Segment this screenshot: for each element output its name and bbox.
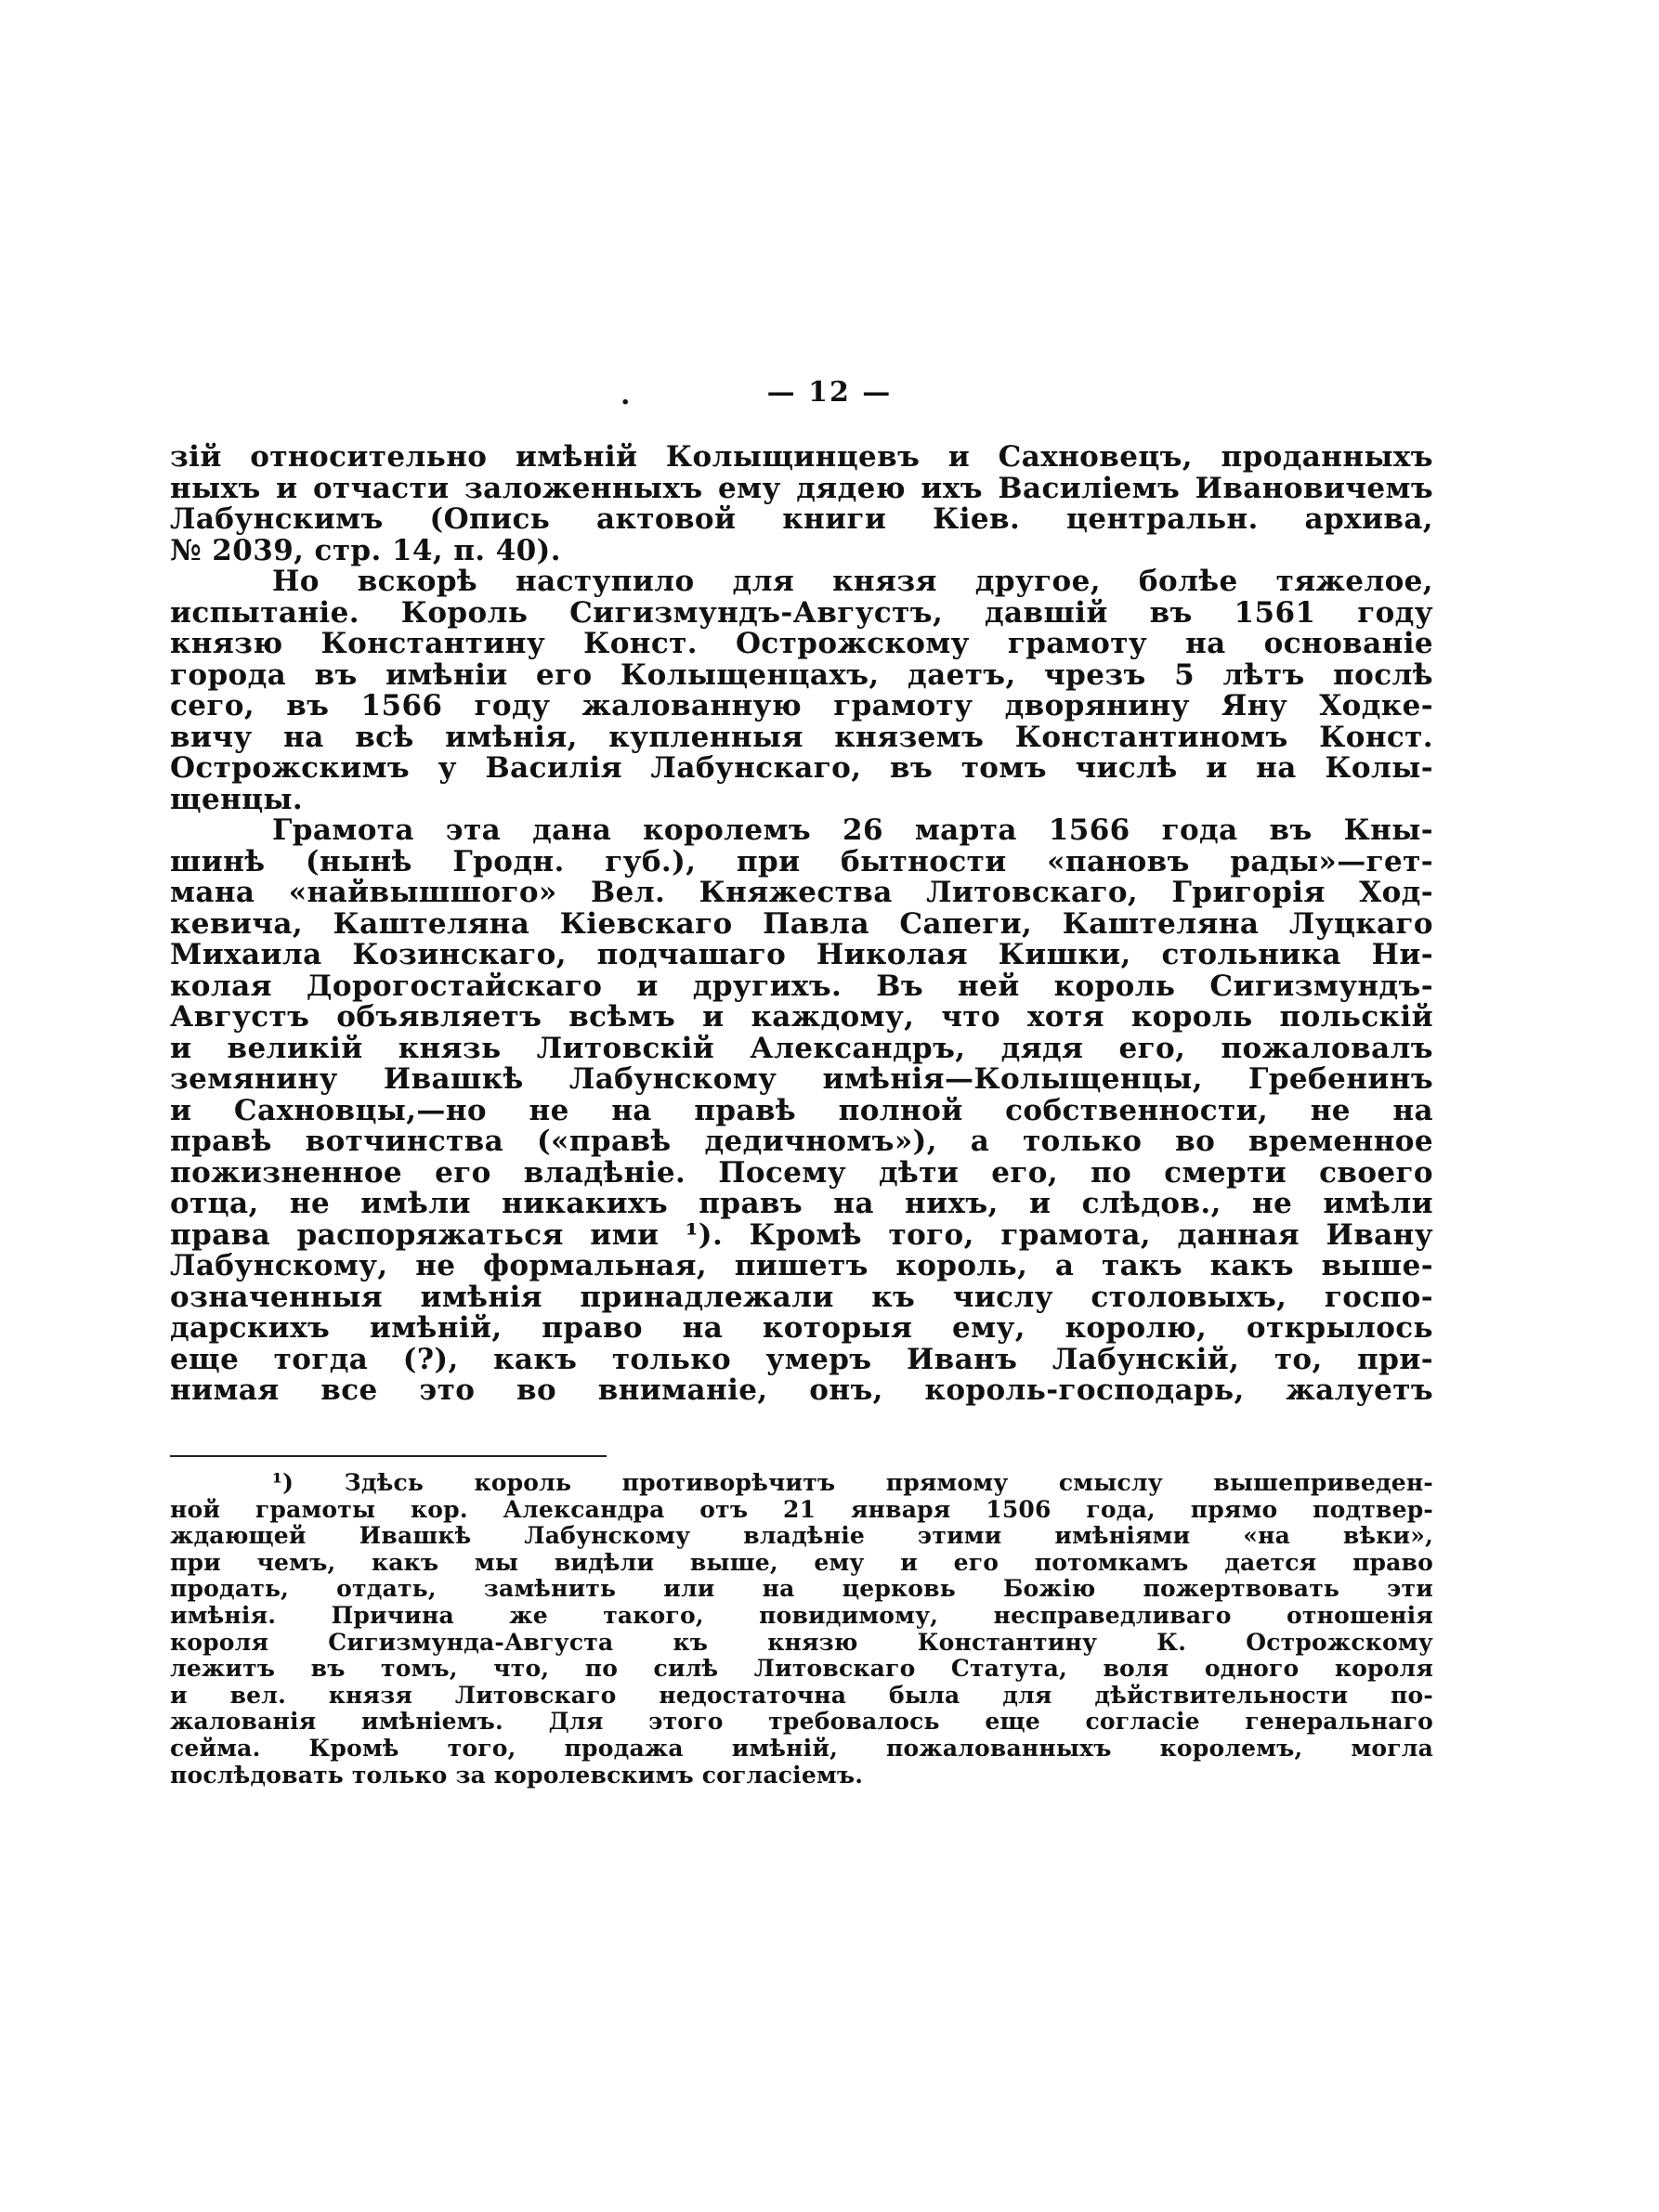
footnote-line: ной грамоты кор. Александра отъ 21 января 1506 года, прямо подтвер-	[170, 1495, 1433, 1523]
text-line: означенныя имѣнія принадлежали къ числу столовыхъ, госпо-	[170, 1280, 1433, 1314]
text-line: ныхъ и отчасти заложенныхъ ему дядею ихъ Василіемъ Ивановичемъ	[170, 471, 1433, 505]
text-line: Михаила Козинскаго, подчашаго Николая Кишки, стольника Ни-	[170, 938, 1433, 971]
footnote-line: ждающей Ивашкѣ Лабунскому владѣніе этими имѣніями «на вѣки»,	[170, 1522, 1433, 1550]
text-line: № 2039, стр. 14, п. 40).	[170, 533, 561, 567]
text-line: Грамота эта дана королемъ 26 марта 1566 года въ Кны-	[272, 813, 1433, 847]
text-line: мана «найвышшого» Вел. Княжества Литовскаго, Григорія Ход-	[170, 876, 1433, 909]
footnote-line: сейма. Кромѣ того, продажа имѣній, пожалованныхъ королемъ, могла	[170, 1734, 1433, 1762]
page-number: — 12 —	[766, 376, 893, 409]
footnote-line: короля Сигизмунда-Августа къ князю Константину К. Острожскому	[170, 1628, 1433, 1656]
text-line: Но вскорѣ наступило для князя другое, болѣе тяжелое,	[272, 565, 1433, 598]
text-line: права распоряжаться ими ¹). Кромѣ того, грамота, данная Ивану	[170, 1217, 1433, 1252]
text-line: города въ имѣніи его Колыщенцахъ, даетъ, чрезъ 5 лѣтъ послѣ	[170, 657, 1433, 692]
text-line: колая Дорогостайскаго и другихъ. Въ ней король Сигизмундъ-	[170, 969, 1433, 1003]
text-line: зій относительно имѣній Колыщинцевъ и Сахновецъ, проданныхъ	[170, 440, 1433, 474]
footnote-line: продать, отдать, замѣнить или на церковь Божію пожертвовать эти	[170, 1575, 1433, 1603]
footnote-block	[170, 1470, 1433, 1789]
text-line: земянину Ивашкѣ Лабунскому имѣнія—Колыщенцы, Гребенинъ	[170, 1062, 1433, 1096]
text-line: щенцы.	[170, 782, 304, 816]
text-line: сего, въ 1566 году жалованную грамоту дворянину Яну Ходке-	[170, 689, 1433, 722]
text-line: дарскихъ имѣній, право на которыя ему, королю, открылось	[170, 1311, 1433, 1345]
footnote-line: при чемъ, какъ мы видѣли выше, ему и его потомкамъ дается право	[170, 1548, 1433, 1576]
text-line: шинѣ (нынѣ Гродн. губ.), при бытности «пановъ рады»—гет-	[170, 844, 1433, 878]
text-line: и Сахновцы,—но не на правѣ полной собственности, не на	[170, 1093, 1433, 1127]
footnote-line: имѣнія. Причина же такого, повидимому, несправедливаго отношенія	[170, 1601, 1433, 1629]
text-line: пожизненное его владѣніе. Посему дѣти его, по смерти своего	[170, 1155, 1433, 1190]
text-line: вичу на всѣ имѣнія, купленныя княземъ Константиномъ Конст.	[170, 720, 1433, 754]
text-line: Августъ объявляетъ всѣмъ и каждому, что хотя король польскій	[170, 1000, 1433, 1034]
text-line: Лабунскому, не формальная, пишетъ король, а такъ какъ выше-	[170, 1249, 1433, 1282]
footnote-line: ¹) Здѣсь король противорѣчитъ прямому смыслу вышеприведен-	[272, 1469, 1433, 1496]
text-line: Лабунскимъ (Опись актовой книги Кіев. центральн. архива,	[170, 502, 1433, 536]
text-line: князю Константину Конст. Острожскому грамоту на основаніе	[170, 627, 1433, 660]
footnote-line: жалованія имѣніемъ. Для этого требовалось еще согласіе генеральнаго	[170, 1708, 1433, 1736]
text-line: Острожскимъ у Василія Лабунскаго, въ томъ числѣ и на Колы-	[170, 751, 1433, 785]
text-line: испытаніе. Король Сигизмундъ-Августъ, давшій въ 1561 году	[170, 595, 1433, 630]
text-line: кевича, Каштеляна Кіевскаго Павла Сапеги, Каштеляна Луцкаго	[170, 906, 1433, 941]
text-line: правѣ вотчинства («правѣ дедичномъ»), а только во временное	[170, 1125, 1433, 1158]
footnote-line: лежитъ въ томъ, что, по силѣ Литовскаго Статута, воля одного короля	[170, 1655, 1433, 1683]
page-mark: .	[620, 379, 631, 411]
text-line: отца, не имѣли никакихъ правъ на нихъ, и слѣдов., не имѣли	[170, 1187, 1433, 1220]
footnote-line: послѣдовать только за королевскимъ согласіемъ.	[170, 1761, 864, 1789]
main-text	[170, 442, 1433, 1407]
footnote-line: и вел. князя Литовскаго недостаточна была для дѣйствительности по-	[170, 1681, 1433, 1709]
text-line: еще тогда (?), какъ только умеръ Иванъ Лабунскій, то, при-	[170, 1342, 1433, 1376]
text-line: и великій князь Литовскій Александръ, дядя его, пожаловалъ	[170, 1031, 1433, 1065]
text-line: нимая все это во вниманіе, онъ, король-господарь, жалуетъ	[170, 1373, 1433, 1407]
footnote-divider	[170, 1455, 607, 1457]
